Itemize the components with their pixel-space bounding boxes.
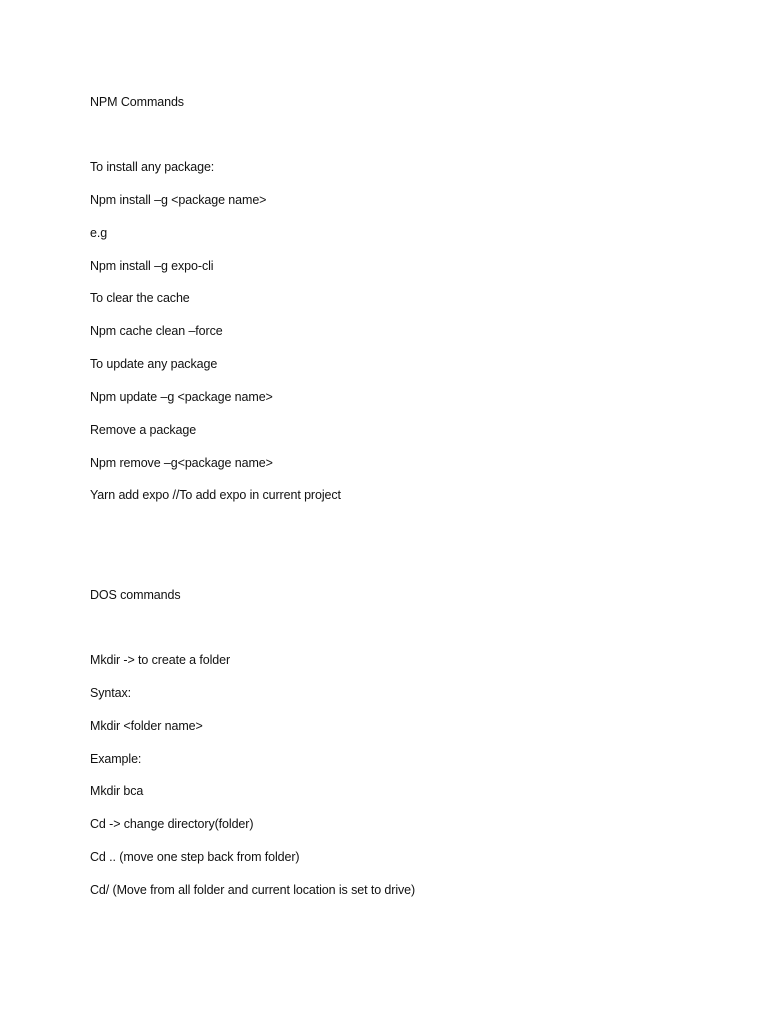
npm-line-eg: e.g xyxy=(90,226,108,240)
dos-line-syntax-label: Syntax: xyxy=(90,686,131,700)
npm-line-yarn-add: Yarn add expo //To add expo in current project xyxy=(90,488,341,502)
dos-line-mkdir-syntax: Mkdir <folder name> xyxy=(90,719,203,733)
npm-line-update-title: To update any package xyxy=(90,357,218,371)
npm-line-install-example: Npm install –g expo-cli xyxy=(90,259,214,273)
npm-line-remove-title: Remove a package xyxy=(90,423,197,437)
dos-line-cd-root: Cd/ (Move from all folder and current location is set to drive) xyxy=(90,883,416,897)
npm-section-heading: NPM Commands xyxy=(90,95,184,109)
npm-line-install-syntax: Npm install –g <package name> xyxy=(90,193,267,207)
dos-line-mkdir-example: Mkdir bca xyxy=(90,784,144,798)
npm-line-clear-cache-title: To clear the cache xyxy=(90,291,190,305)
npm-line-install-title: To install any package: xyxy=(90,160,215,174)
npm-line-clear-cache-command: Npm cache clean –force xyxy=(90,324,223,338)
dos-line-cd-back: Cd .. (move one step back from folder) xyxy=(90,850,300,864)
npm-line-update-syntax: Npm update –g <package name> xyxy=(90,390,273,404)
dos-line-example-label: Example: xyxy=(90,752,142,766)
npm-line-remove-syntax: Npm remove –g<package name> xyxy=(90,456,273,470)
dos-line-cd-description: Cd -> change directory(folder) xyxy=(90,817,254,831)
dos-line-mkdir-description: Mkdir -> to create a folder xyxy=(90,653,231,667)
dos-section-heading: DOS commands xyxy=(90,588,181,602)
